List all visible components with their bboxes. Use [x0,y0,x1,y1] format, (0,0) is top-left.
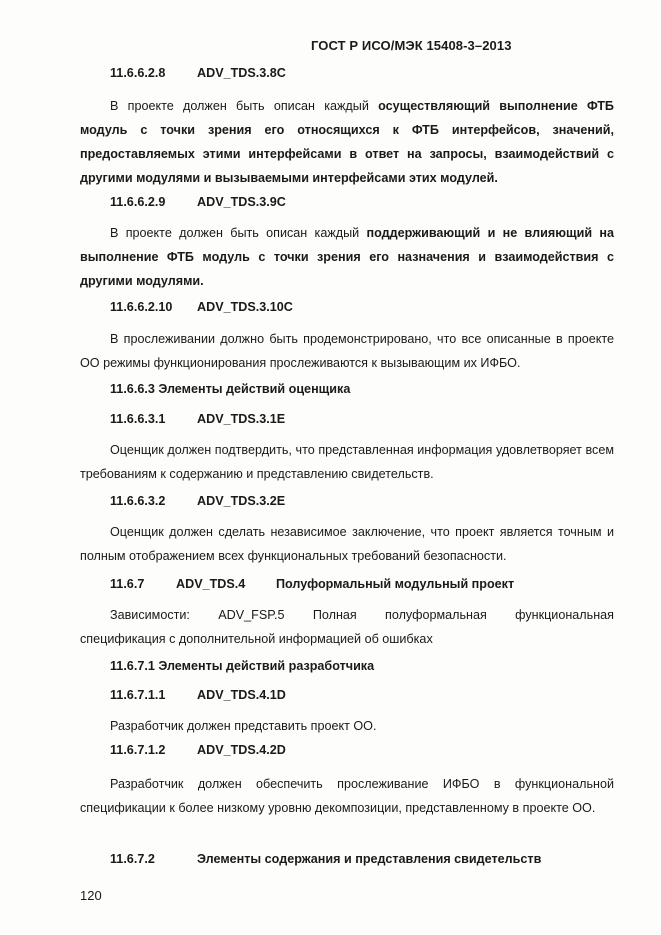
clause-heading [110,688,286,702]
clause-heading [110,577,514,591]
clause-name: Полуформальный модульный проект [276,577,515,591]
clause-code: ADV_TDS.3.9C [197,195,286,209]
paragraph: Разработчик должен представить проект ОО. [110,719,377,733]
clause-number: 11.6.7.1.2 [110,743,166,757]
clause-heading [110,494,285,508]
paragraph [80,94,614,190]
clause-number: 11.6.7 [110,577,145,591]
clause-number: 11.6.6.3.2 [110,494,166,508]
dependencies-paragraph [80,603,614,651]
clause-code: ADV_TDS.3.10C [197,300,293,314]
clause-number: 11.6.6.2.8 [110,66,166,80]
dependencies-line: Зависимости: ADV_FSP.5 Полная полуформальная функциональная [110,608,614,622]
clause-number: 11.6.7.1.1 [110,688,166,702]
clause-heading [110,300,293,314]
clause-number: 11.6.6.3.1 [110,412,166,426]
paragraph [80,221,614,293]
paragraph: В прослеживании должно быть продемонстрировано, что все описанные в проекте ОО режимы функционирования прослеживаются к вызывающим их ИФБО. [80,332,614,370]
clause-heading [110,195,286,209]
paragraph: Оценщик должен сделать независимое заключение, что проект является точным и полным отображением всех функциональных требований безопасности. [80,525,614,563]
page-number: 120 [80,888,102,903]
paragraph-text: В проекте должен быть описан каждый [110,226,367,240]
clause-code: ADV_TDS.4.2D [197,743,286,757]
clause-number: 11.6.6.2.9 [110,195,166,209]
clause-name: Элементы содержания и представления свидетельств [197,852,542,866]
paragraph: Оценщик должен подтвердить, что представленная информация удовлетворяет всем требованиям к содержанию и представлению свидетельств. [80,443,614,481]
clause-heading [110,743,286,757]
clause-code: ADV_TDS.4.1D [197,688,286,702]
dependencies-line: спецификация с дополнительной информацией об ошибках [80,632,433,646]
clause-code: ADV_TDS.4 [176,577,246,591]
clause-heading [110,66,286,80]
clause-code: ADV_TDS.3.2E [197,494,286,508]
paragraph-bold-text: осуществляющий выполнение ФТБ модуль с точки зрения его относящихся к ФТБ интерфейсов, значений, предоставляемых этими интерфейсами в ответ на запросы, взаимодействий с другими модулями и вызываемыми интерфейсами этих модулей. [80,99,614,185]
clause-number: 11.6.6.2.10 [110,300,173,314]
clause-heading [110,852,541,866]
paragraph: Разработчик должен обеспечить прослеживание ИФБО в функциональной спецификации к более низкому уровню декомпозиции, представленному в проекте ОО. [80,777,614,815]
standard-header: ГОСТ Р ИСО/МЭК 15408-3–2013 [311,38,512,53]
paragraph-text: В проекте должен быть описан каждый [110,99,379,113]
clause-code: ADV_TDS.3.8C [197,66,286,80]
section-heading: 11.6.7.1 Элементы действий разработчика [110,659,375,673]
clause-number: 11.6.7.2 [110,852,155,866]
clause-code: ADV_TDS.3.1E [197,412,286,426]
paragraph-bold-text: поддерживающий и не влияющий на выполнение ФТБ модуль с точки зрения его назначения и взаимодействия с другими модулями. [80,226,614,288]
section-heading: 11.6.6.3 Элементы действий оценщика [110,382,351,396]
clause-heading [110,412,285,426]
